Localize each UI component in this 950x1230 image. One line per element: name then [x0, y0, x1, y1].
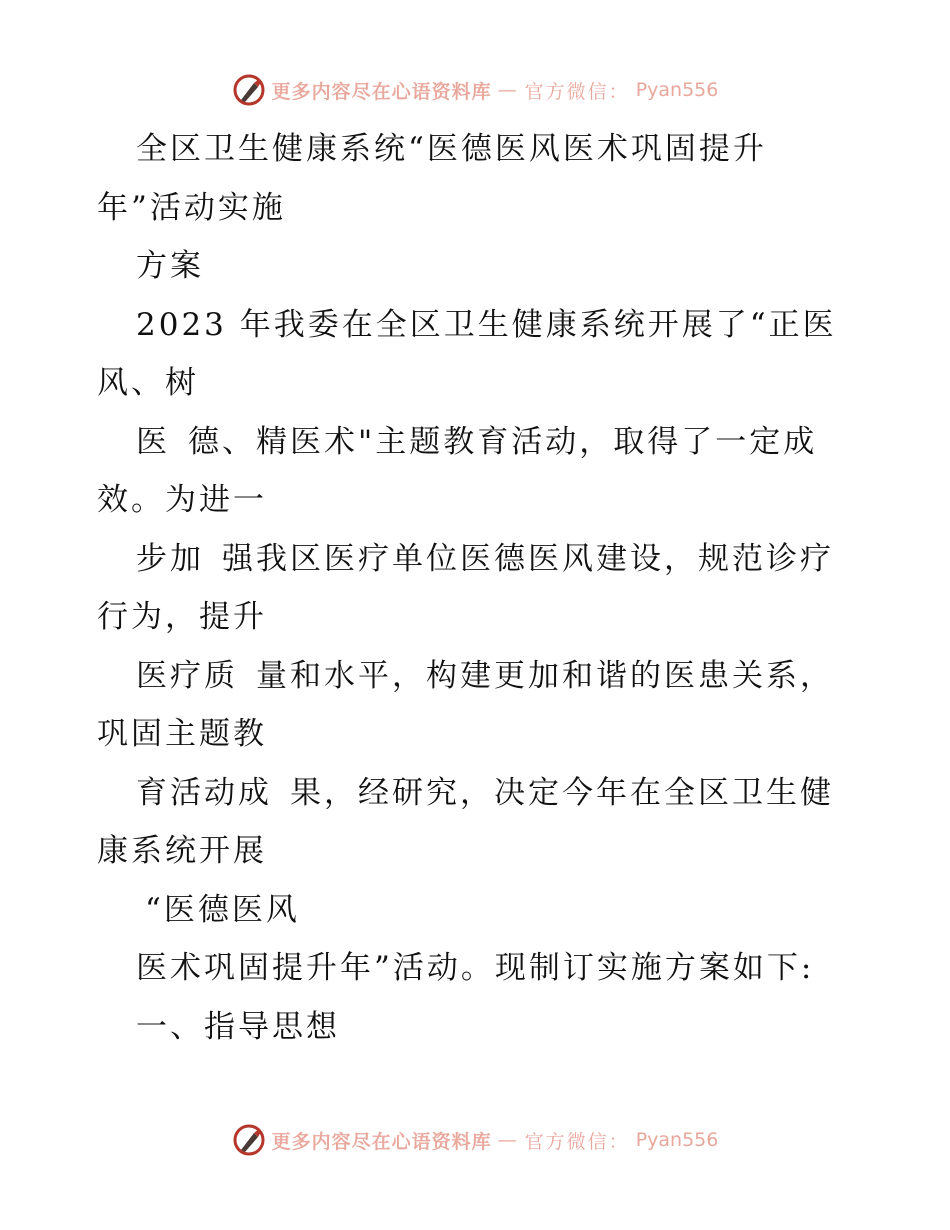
doc-paragraph-line: 效。为进一 — [97, 482, 267, 518]
doc-paragraph-line: 风、树 — [97, 365, 199, 401]
doc-paragraph-line: 康系统开展 — [97, 833, 267, 869]
document-body — [0, 126, 950, 1062]
banner-dash: — — [497, 79, 519, 101]
doc-paragraph-line: 步加 强我区医疗单位医德医风建设，规范诊疗 — [136, 540, 834, 577]
footer-watermark-banner — [0, 1120, 950, 1160]
doc-paragraph-line: 育活动成 果，经研究，决定今年在全区卫生健 — [136, 774, 834, 811]
doc-title-line-2: 年”活动实施 — [97, 189, 286, 226]
doc-title-line-1: 全区卫生健康系统“医德医风医术巩固提升 — [136, 131, 767, 167]
doc-paragraph-line: 行为，提升 — [97, 599, 267, 635]
doc-paragraph-line: 医术巩固提升年”活动。现制订实施方案如下: — [136, 950, 815, 986]
banner-wechat-id: Pyan556 — [635, 1129, 719, 1151]
doc-paragraph-line: 巩固主题教 — [97, 716, 267, 752]
banner-official-label: 官方微信： — [524, 1130, 630, 1153]
header-watermark-banner — [0, 70, 950, 110]
pen-nib-logo-icon — [232, 1123, 266, 1157]
banner-official-label: 官方微信： — [524, 80, 630, 103]
doc-title-line-3: 方案 — [136, 248, 204, 284]
banner-wechat-id: Pyan556 — [635, 79, 719, 101]
pen-nib-logo-icon — [232, 73, 266, 107]
doc-paragraph-line: 医疗质 量和水平，构建更加和谐的医患关系， — [136, 657, 834, 694]
banner-text: 更多内容尽在心语资料库 — [271, 80, 492, 103]
banner-text: 更多内容尽在心语资料库 — [271, 1130, 492, 1153]
doc-section-heading: 一、指导思想 — [136, 1008, 340, 1045]
banner-dash: — — [497, 1129, 519, 1151]
doc-paragraph-line: 医 德、精医术"主题教育活动，取得了一定成 — [136, 423, 818, 460]
doc-paragraph-line: “医德医风 — [145, 891, 300, 928]
doc-paragraph-line: 2023 年我委在全区卫生健康系统开展了“正医 — [136, 306, 837, 343]
